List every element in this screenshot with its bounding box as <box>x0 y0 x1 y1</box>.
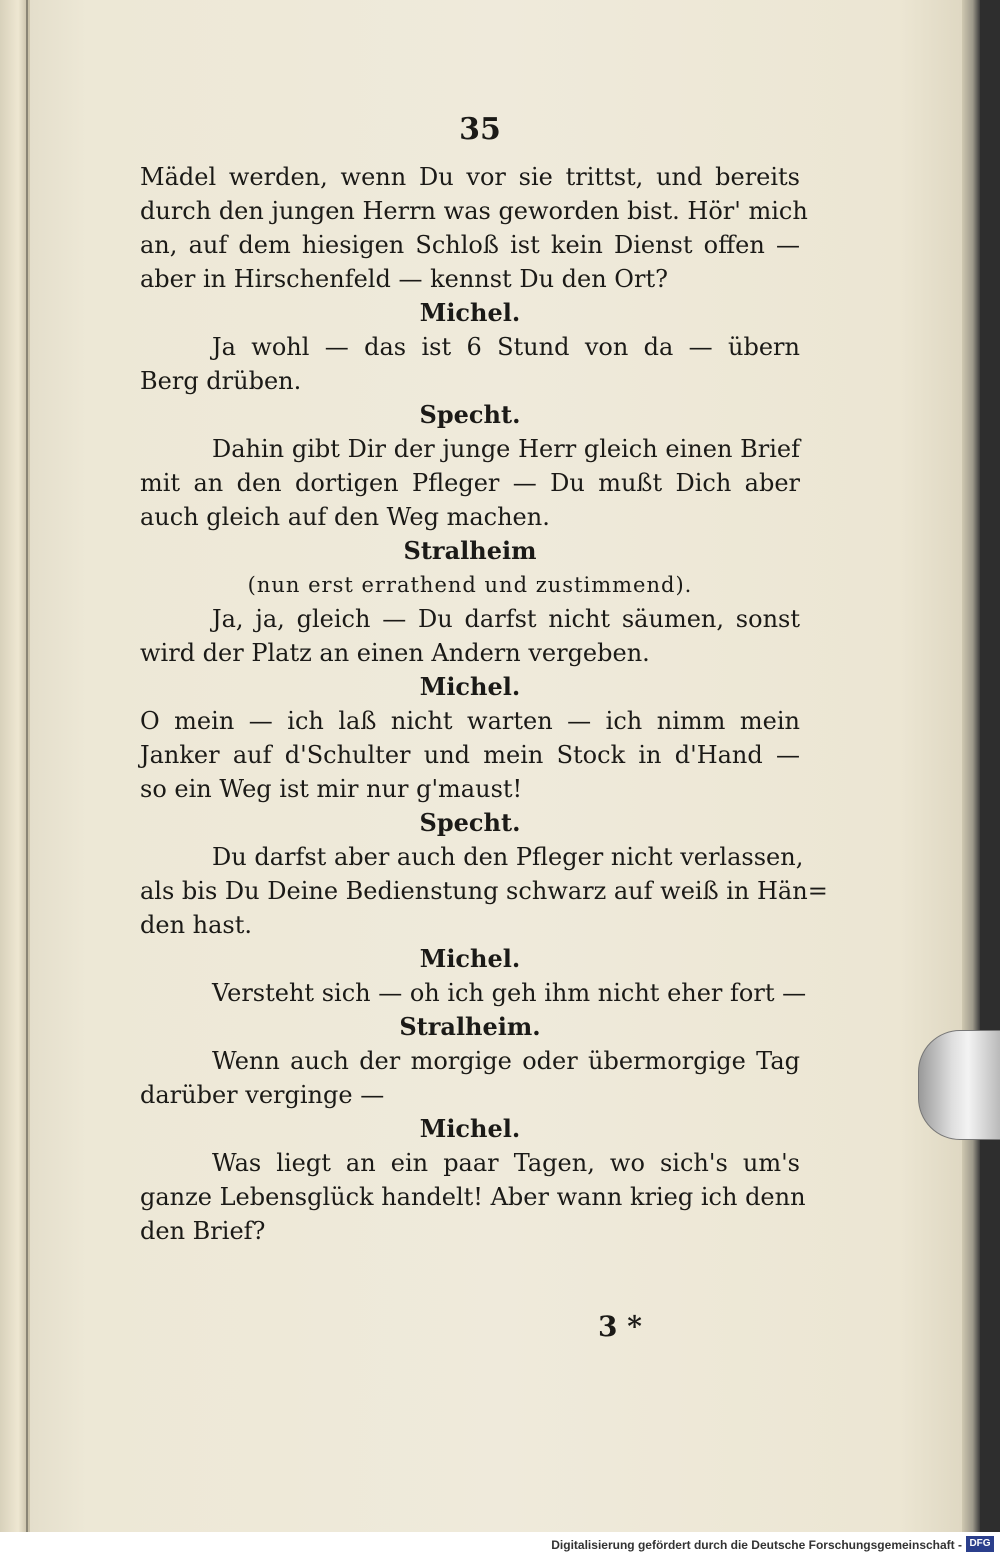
speaker-name: Michel. <box>419 944 521 973</box>
scanner-border <box>980 0 1000 1532</box>
text-line: ganze Lebensglück handelt! Aber wann krieg ich denn <box>140 1183 806 1211</box>
text-line: so ein Weg ist mir nur g'maust! <box>140 775 523 803</box>
text-line: aber in Hirschenfeld — kennst Du den Ort? <box>140 265 668 293</box>
text-line: Ja, ja, gleich — Du darfst nicht säumen, sonst <box>212 605 800 633</box>
text-line: Wenn auch der morgige oder übermorgige Tag <box>212 1047 800 1075</box>
text-line: Dahin gibt Dir der junge Herr gleich einen Brief <box>212 435 800 463</box>
text-line: darüber verginge — <box>140 1081 385 1109</box>
text-line: den hast. <box>140 911 253 939</box>
text-line: O mein — ich laß nicht warten — ich nimm mein <box>140 707 800 735</box>
text-line: als bis Du Deine Bedienstung schwarz auf weiß in Hän= <box>140 877 828 905</box>
text-line: an, auf dem hiesigen Schloß ist kein Dienst offen — <box>140 231 800 259</box>
speaker-name: Michel. <box>419 298 521 327</box>
digitization-footer <box>0 1532 1000 1557</box>
page-edge-shadow <box>962 0 980 1532</box>
facing-page-edge <box>0 0 28 1532</box>
text-line: Mädel werden, wenn Du vor sie trittst, und bereits <box>140 163 800 191</box>
text-line: den Brief? <box>140 1217 266 1245</box>
funding-note: Digitalisierung gefördert durch die Deutsche Forschungsgemeinschaft - <box>551 1538 962 1552</box>
text-line: Ja wohl — das ist 6 Stund von da — übern <box>212 333 800 361</box>
text-line: Berg drüben. <box>140 367 302 395</box>
speaker-name: Stralheim. <box>399 1012 541 1041</box>
text-line: wird der Platz an einen Andern vergeben. <box>140 639 650 667</box>
text-line: Was liegt an ein paar Tagen, wo sich's um's <box>212 1149 800 1177</box>
page-text <box>140 160 828 1248</box>
speaker-name: Stralheim <box>403 536 537 565</box>
signature-mark: 3 * <box>598 1310 642 1343</box>
text-line: auch gleich auf den Weg machen. <box>140 503 550 531</box>
text-line: durch den jungen Herrn was geworden bist. Hör' mich <box>140 197 808 225</box>
text-line: Janker auf d'Schulter und mein Stock in d'Hand — <box>140 741 800 769</box>
speaker-name: Michel. <box>419 1114 521 1143</box>
page-clip <box>918 1030 1000 1140</box>
stage-direction: (nun erst errathend und zustimmend). <box>247 573 693 597</box>
text-line: mit an den dortigen Pfleger — Du mußt Dich aber <box>140 469 800 497</box>
text-line: Versteht sich — oh ich geh ihm nicht eher fort — <box>212 979 807 1007</box>
speaker-name: Michel. <box>419 672 521 701</box>
speaker-name: Specht. <box>419 808 521 837</box>
dfg-logo: DFG <box>966 1536 994 1552</box>
text-line: Du darfst aber auch den Pfleger nicht verlassen, <box>212 843 804 871</box>
speaker-name: Specht. <box>419 400 521 429</box>
page-number: 35 <box>459 112 501 147</box>
